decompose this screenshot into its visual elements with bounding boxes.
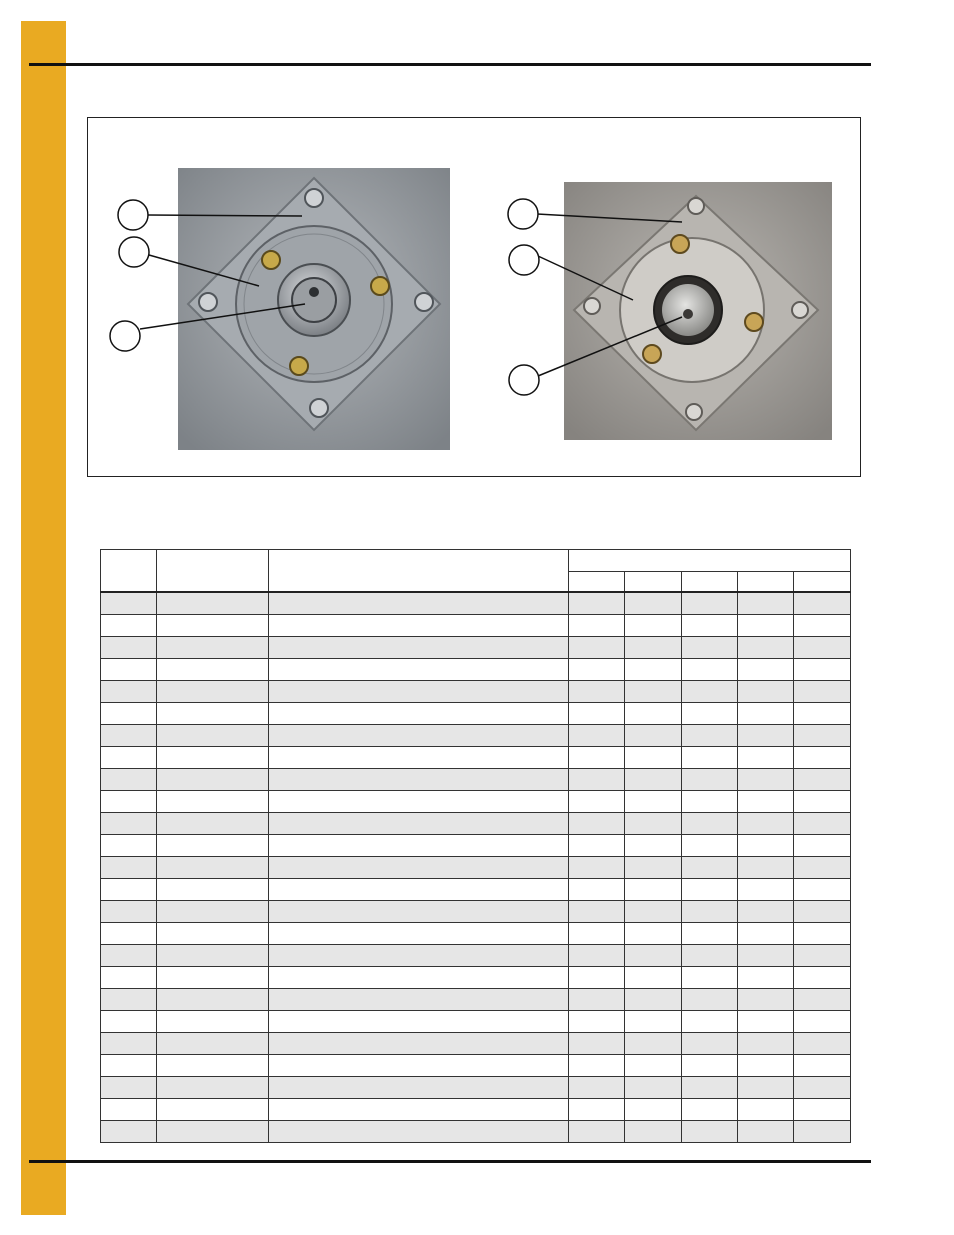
table-cell [269,1099,569,1121]
table-cell [269,989,569,1011]
table-cell [157,835,269,857]
table-cell [625,615,682,637]
table-cell [157,769,269,791]
table-row [101,835,851,857]
table-cell [157,813,269,835]
table-cell [682,1099,738,1121]
table-cell [625,1077,682,1099]
table-cell [794,681,851,703]
table-cell [101,1099,157,1121]
table-row [101,901,851,923]
table-cell [682,879,738,901]
table-cell [157,879,269,901]
table-row [101,659,851,681]
table-cell [101,857,157,879]
table-cell [569,813,625,835]
table-cell [569,1011,625,1033]
table-cell [738,1011,794,1033]
table-cell [269,1011,569,1033]
table-cell [738,703,794,725]
table-cell [738,923,794,945]
table-cell [101,923,157,945]
table-cell [569,791,625,813]
table-cell [625,1055,682,1077]
table-cell [101,592,157,615]
table-cell [682,703,738,725]
table-cell [157,703,269,725]
table-cell [682,1011,738,1033]
table-cell [682,681,738,703]
table-cell [157,1055,269,1077]
table-cell [269,703,569,725]
table-cell [738,813,794,835]
table-cell [101,967,157,989]
table-row [101,813,851,835]
table-row [101,703,851,725]
table-cell [738,681,794,703]
table-cell [738,592,794,615]
table-cell [625,791,682,813]
table-row [101,791,851,813]
table-cell [794,637,851,659]
table-cell [794,857,851,879]
table-cell [569,1099,625,1121]
table-cell [738,1121,794,1143]
table-cell [157,659,269,681]
table-cell [157,857,269,879]
table-row [101,615,851,637]
table-cell [738,857,794,879]
table-cell [157,725,269,747]
table-cell [682,989,738,1011]
header-part-number [157,550,269,593]
table-cell [269,1033,569,1055]
table-cell [269,857,569,879]
table-cell [101,945,157,967]
table-row [101,592,851,615]
table-cell [101,769,157,791]
table-cell [625,989,682,1011]
table-cell [269,879,569,901]
table-cell [101,835,157,857]
table-cell [569,703,625,725]
table-cell [794,747,851,769]
table-cell [569,1033,625,1055]
table-cell [625,747,682,769]
table-cell [569,747,625,769]
table-cell [157,923,269,945]
table-cell [625,923,682,945]
table-cell [101,1033,157,1055]
figure-frame [87,117,861,477]
table-cell [738,1099,794,1121]
table-cell [269,747,569,769]
table-row [101,879,851,901]
table-row [101,989,851,1011]
table-cell [625,681,682,703]
table-cell [625,1033,682,1055]
table-cell [269,681,569,703]
table-cell [269,945,569,967]
table-cell [269,791,569,813]
table-cell [569,835,625,857]
table-cell [794,659,851,681]
table-cell [625,835,682,857]
table-row [101,1121,851,1143]
callout-bubble [119,237,149,267]
table-cell [157,967,269,989]
table-cell [157,989,269,1011]
table-cell [625,592,682,615]
table-cell [569,1077,625,1099]
table-cell [269,615,569,637]
table-cell [625,813,682,835]
header-qty-col-1 [569,572,625,593]
table-cell [569,1121,625,1143]
footer-rule [29,1160,871,1163]
table-cell [269,769,569,791]
table-cell [738,725,794,747]
table-cell [738,637,794,659]
table-cell [682,857,738,879]
callout-layer [88,118,862,478]
table-cell [682,923,738,945]
table-cell [569,945,625,967]
table-cell [269,967,569,989]
table-cell [794,769,851,791]
table-cell [738,769,794,791]
table-cell [269,923,569,945]
table-cell [101,879,157,901]
table-cell [738,901,794,923]
table-cell [794,1099,851,1121]
table-cell [738,967,794,989]
table-cell [569,901,625,923]
table-cell [625,1121,682,1143]
table-cell [794,879,851,901]
table-cell [794,1121,851,1143]
table-cell [101,615,157,637]
table-cell [101,989,157,1011]
table-cell [157,901,269,923]
table-cell [625,1011,682,1033]
table-row [101,923,851,945]
table-cell [794,945,851,967]
table-cell [794,923,851,945]
table-cell [682,1033,738,1055]
table-cell [625,659,682,681]
table-cell [569,1055,625,1077]
table-cell [569,681,625,703]
table-cell [101,681,157,703]
header-qty-col-2 [625,572,682,593]
table-cell [738,1055,794,1077]
table-row [101,1011,851,1033]
header-ref-number [101,550,157,593]
callout-bubble [509,365,539,395]
table-cell [794,615,851,637]
table-cell [682,1077,738,1099]
table-cell [157,747,269,769]
header-qty-col-3 [682,572,738,593]
header-description [269,550,569,593]
table-row [101,1055,851,1077]
table-cell [794,791,851,813]
table-cell [794,989,851,1011]
table-cell [738,989,794,1011]
table-cell [269,1121,569,1143]
table-cell [794,1077,851,1099]
callout-bubble [118,200,148,230]
table-cell [794,1033,851,1055]
table-cell [101,901,157,923]
page-sidebar-tab [21,21,66,1215]
table-row [101,1033,851,1055]
table-cell [625,637,682,659]
table-cell [625,857,682,879]
table-cell [794,835,851,857]
table-row [101,857,851,879]
table-cell [101,1121,157,1143]
table-cell [157,1099,269,1121]
table-cell [738,1077,794,1099]
table-cell [682,813,738,835]
table-cell [569,725,625,747]
table-cell [625,967,682,989]
table-cell [794,703,851,725]
table-cell [738,791,794,813]
table-cell [157,637,269,659]
table-cell [794,1011,851,1033]
table-cell [569,879,625,901]
table-cell [269,725,569,747]
table-cell [738,945,794,967]
table-cell [101,637,157,659]
table-cell [625,725,682,747]
table-cell [101,813,157,835]
table-cell [682,967,738,989]
table-cell [157,1011,269,1033]
header-quantity-group [569,550,851,572]
table-cell [569,637,625,659]
table-cell [569,615,625,637]
table-cell [269,659,569,681]
table-cell [269,1055,569,1077]
table-cell [269,592,569,615]
table-cell [101,1055,157,1077]
table-cell [101,791,157,813]
table-cell [269,637,569,659]
table-cell [101,1011,157,1033]
table-cell [157,1033,269,1055]
callout-bubble [509,245,539,275]
table-cell [794,967,851,989]
table-cell [738,747,794,769]
table-cell [569,857,625,879]
table-cell [569,592,625,615]
table-cell [794,813,851,835]
callout-bubble [508,199,538,229]
table-cell [682,945,738,967]
table-cell [682,615,738,637]
table-cell [101,747,157,769]
table-cell [738,835,794,857]
table-cell [738,615,794,637]
table-cell [569,967,625,989]
table-cell [794,725,851,747]
table-cell [157,681,269,703]
table-cell [569,659,625,681]
table-cell [625,945,682,967]
table-cell [269,901,569,923]
table-cell [794,1055,851,1077]
header-qty-col-5 [794,572,851,593]
callout-bubble [110,321,140,351]
table-row [101,725,851,747]
table-cell [625,879,682,901]
table-cell [682,769,738,791]
table-cell [682,835,738,857]
table-cell [101,725,157,747]
table-cell [101,703,157,725]
table-cell [625,901,682,923]
table-cell [569,923,625,945]
table-cell [101,1077,157,1099]
table-cell [625,703,682,725]
table-cell [569,989,625,1011]
table-row [101,769,851,791]
table-cell [682,637,738,659]
table-row [101,637,851,659]
table-cell [682,725,738,747]
table-cell [682,592,738,615]
parts-table-body [101,592,851,1143]
table-cell [682,747,738,769]
table-row [101,747,851,769]
table-cell [269,835,569,857]
table-row [101,1077,851,1099]
table-cell [682,659,738,681]
table-cell [157,1121,269,1143]
table-cell [738,879,794,901]
table-cell [682,791,738,813]
table-cell [157,1077,269,1099]
table-cell [157,592,269,615]
table-cell [738,659,794,681]
header-rule [29,63,871,66]
table-cell [794,592,851,615]
table-cell [101,659,157,681]
table-row [101,967,851,989]
parts-list-table [100,549,851,1143]
table-row [101,681,851,703]
table-row [101,1099,851,1121]
table-cell [269,813,569,835]
header-qty-col-4 [738,572,794,593]
table-cell [682,1055,738,1077]
table-cell [569,769,625,791]
table-cell [738,1033,794,1055]
table-cell [682,901,738,923]
table-cell [157,615,269,637]
table-cell [682,1121,738,1143]
table-cell [157,945,269,967]
table-cell [625,1099,682,1121]
table-cell [794,901,851,923]
table-cell [269,1077,569,1099]
table-cell [157,791,269,813]
table-cell [625,769,682,791]
table-row [101,945,851,967]
